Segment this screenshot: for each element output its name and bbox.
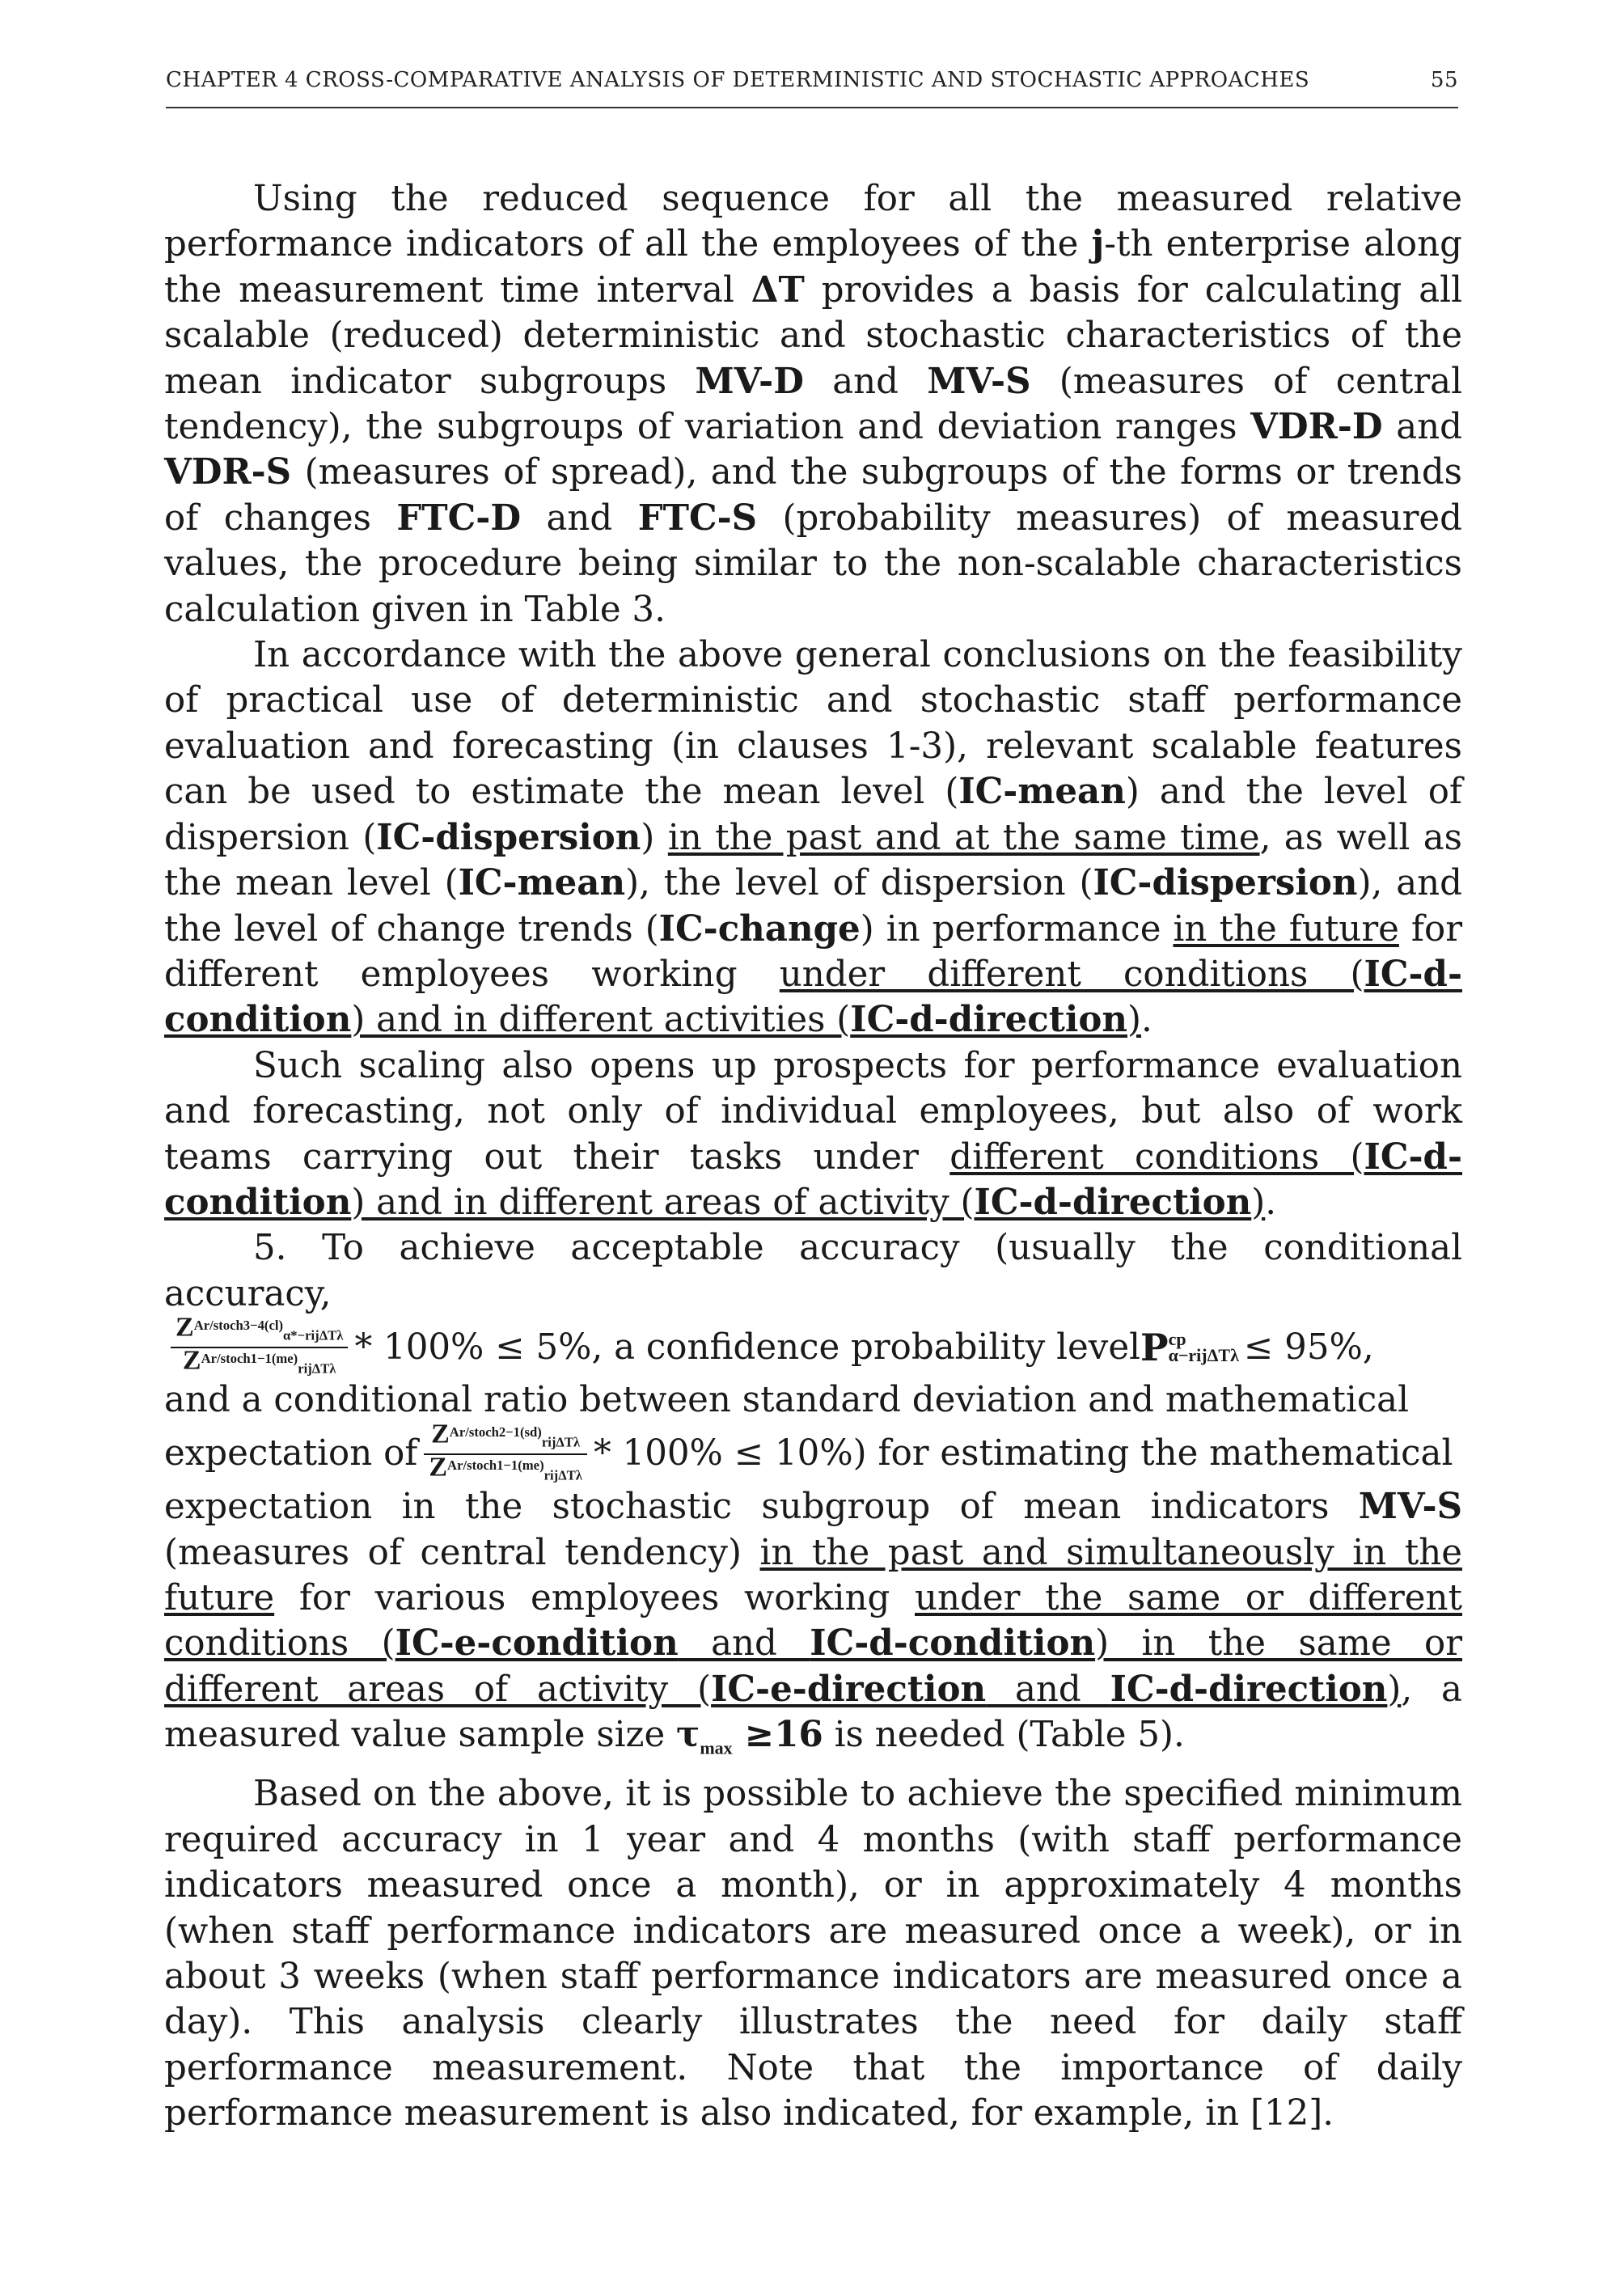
formula-line-1: $\frac{Z^{Ar/stoch3-4(cl)}_{\alpha*-rij\Delta T\lambda}}{Z^{Ar/stoch1-1(me)}_{rij\Delta T\lambda}}$ * 100% ≤ 5%, a confidence probability level P cp α−rijΔTλ ≤ 95%, [164,1317,1462,1377]
page-number: 55 [1430,68,1458,92]
formula-line-2: expectation of $\frac{Z^{Ar/stoch2-1(sd)}_{rij\Delta T\lambda}}{Z^{Ar/stoch1-1(me)}_{rij\Delta T\lambda}}$ * 100% ≤ 10%) for estimating the mathematical [164,1419,1453,1483]
paragraph-4-line: and a conditional ratio between standard deviation and mathematical [164,1380,1410,1421]
running-head [166,68,1458,108]
delta-t-symbol: ΔT [751,269,805,311]
accuracy-fraction: $\frac{Z^{Ar/stoch3-4(cl)}_{\alpha*-rij\Delta T\lambda}}{Z^{Ar/stoch1-1(me)}_{rij\Delta T\lambda}}$ [171,1317,348,1377]
chapter-title: CHAPTER 4 CROSS-COMPARATIVE ANALYSIS OF DETERMINISTIC AND STOCHASTIC APPROACHES [166,68,1310,92]
paragraph-1: Using the reduced sequence for all the measured relative performance indicators of all the employees of the j-th enterprise along the measurement time interval ΔT provides a basis for calculating all scalable (reduced) deterministic and stochastic characteristics of the mean indicator subgroups MV-D and MV-S (measures of central tendency), the subgroups of variation and deviation ranges VDR-D and VDR-S (measures of spread), and the subgroups of the forms or trends of changes FTC-D and FTC-S (probability measures) of measured values, the procedure being similar to the non-scalable characteristics calculation given in Table 3. [164,179,1463,630]
ratio-fraction: $\frac{Z^{Ar/stoch2-1(sd)}_{rij\Delta T\lambda}}{Z^{Ar/stoch1-1(me)}_{rij\Delta T\lambda}}$ [424,1424,587,1484]
paragraph-5: Based on the above, it is possible to achieve the specified minimum required accuracy in 1 year and 4 months (with staff performance indicators measured once a month), or in approximately 4 months (when staff performance indicators are measured once a week), or in about 3 weeks (when staff performance indicators are measured once a day). This analysis clearly illustrates the need for daily staff performance measurement. Note that the importance of daily performance measurement is also indicated, for example, in [12]. [164,1774,1462,2134]
paragraph-2: In accordance with the above general conclusions on the feasibility of practical use of deterministic and stochastic staff performance evaluation and forecasting (in clauses 1-3), relevant scalable features can be used to estimate the mean level (IC-mean) and the level of dispersion (IC-dispersion) in the past and at the same time, as well as the mean level (IC-mean), the level of dispersion (IC-dispersion), and the level of change trends (IC-change) in performance in the future for different employees working under different conditions (IC-d-condition) and in different activities (IC-d-direction). [164,635,1462,1041]
paragraph-4-body: expectation in the stochastic subgroup of mean indicators MV-S (measures of central tendency) in the past and simultaneously in the future for various employees working under the same or different conditions (IC-e-condition and IC-d-condition) in the same or different areas of activity (IC-e-direction and IC-d-direction), a measured value sample size $\tau_{max} \ge 16$ is needed (Table 5). [164,1486,1463,1758]
body-text [164,176,1462,2137]
paragraph-4-intro: 5. To achieve acceptable accuracy (usually the conditional accuracy, [164,1228,1462,1314]
paragraph-3: Such scaling also opens up prospects for performance evaluation and forecasting, not only of individual employees, but also of work teams carrying out their tasks under different conditions (IC-d-condition) and in different areas of activity (IC-d-direction). [164,1045,1462,1223]
